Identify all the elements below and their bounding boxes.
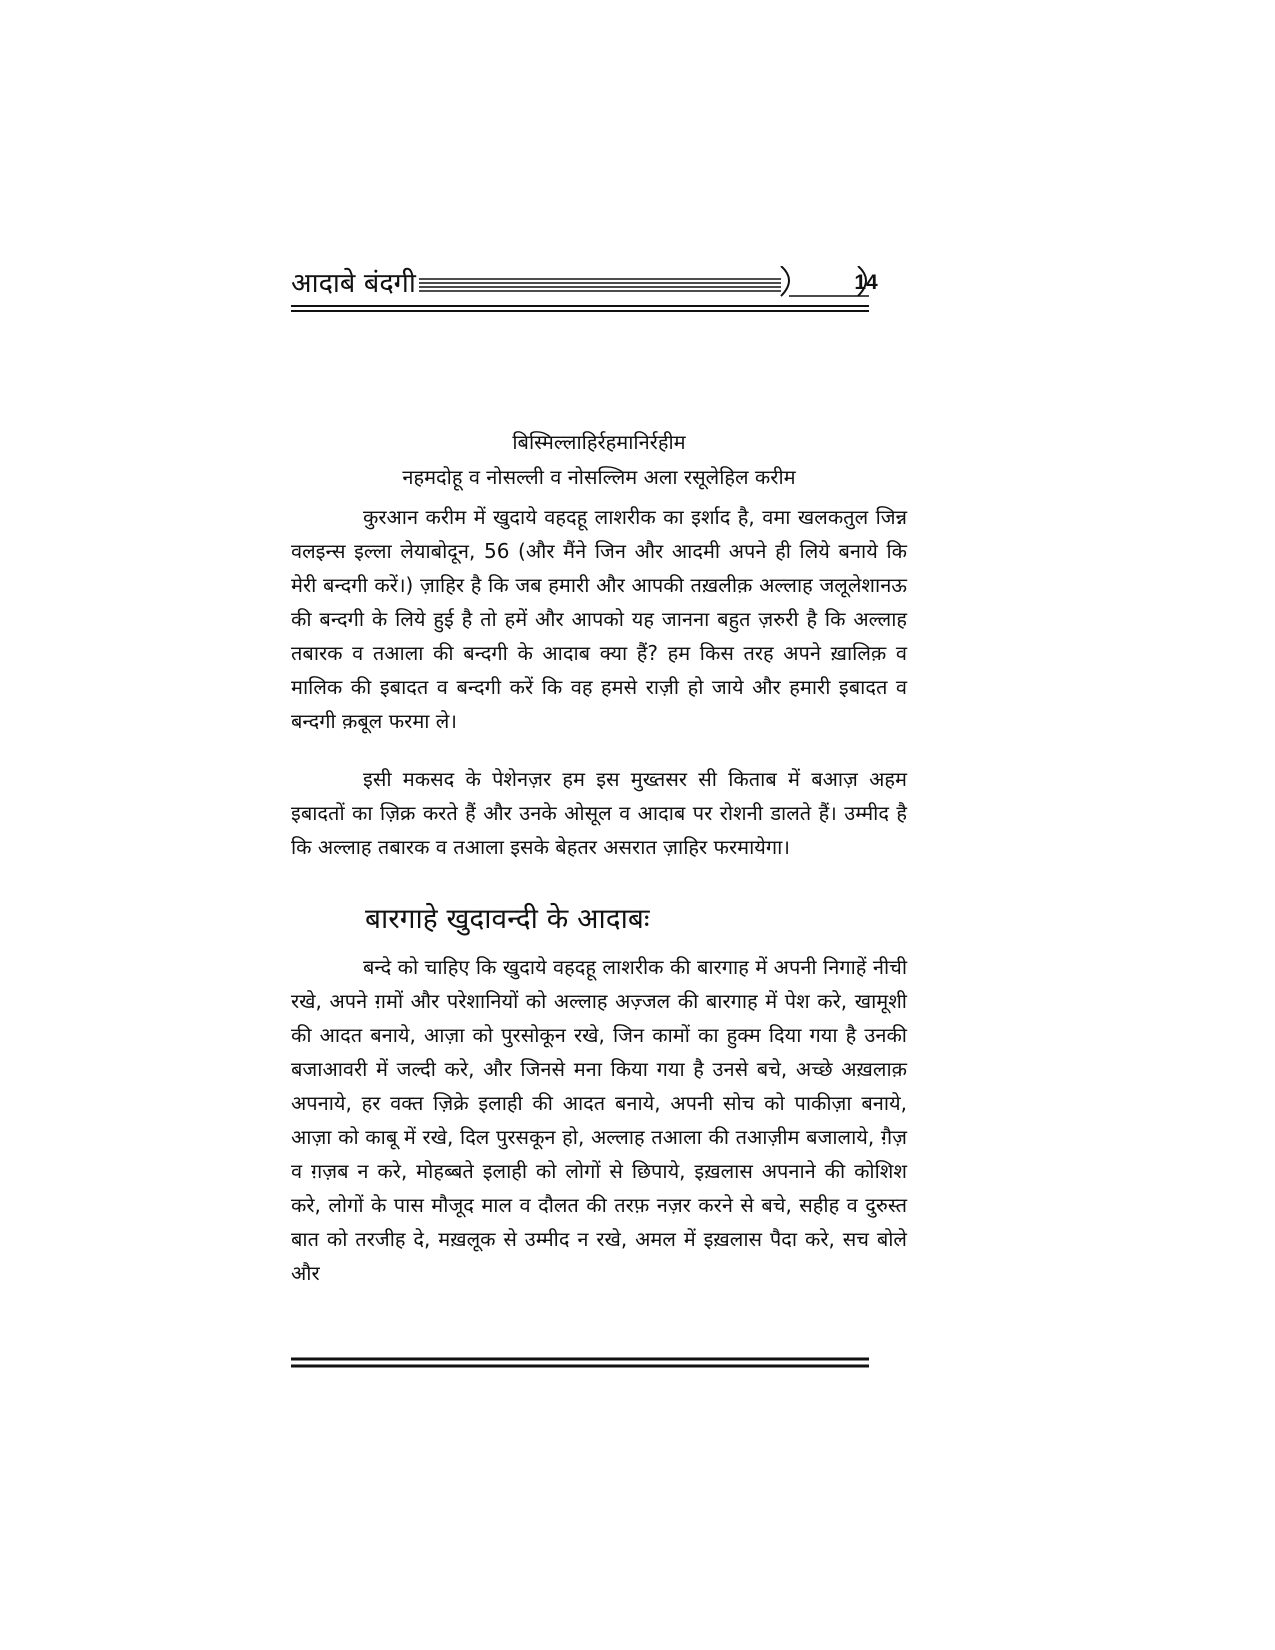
book-title: आदाबे बंदगी: [291, 268, 416, 299]
running-header: [291, 266, 907, 314]
body-paragraph: कुरआन करीम में खुदाये वहदहू लाशरीक का इर्शाद है, वमा खलकतुल जिन्न वलइन्स इल्ला लेयाबोदून, 56 (और मैंने जिन और आदमी अपने ही लिये बनाये कि मेरी बन्दगी करें।) ज़ाहिर है कि जब हमारी और आपकी तख़लीक़ अल्लाह जलूलेशानऊ की बन्दगी के लिये हुई है तो हमें और आपको यह जानना बहुत ज़रुरी है कि अल्लाह तबारक व तआला की बन्दगी के आदाब क्या हैं? हम किस तरह अपने ख़ालिक़ व मालिक की इबादत व बन्दगी करें कि वह हमसे राज़ी हो जाये और हमारी इबादत व बन्दगी क़बूल फरमा ले।: [291, 505, 907, 733]
body-paragraph: इसी मकसद के पेशेनज़र हम इस मुख्तसर सी किताब में बआज़ अहम इबादतों का ज़िक्र करते हैं और उनके ओसूल व आदाब पर रोशनी डालते हैं। उम्मीद है कि अल्लाह तबारक व तआला इसके बेहतर असरात ज़ाहिर फरमायेगा।: [291, 767, 907, 859]
section-heading: बारगाहे खुदावन्दी के आदाबः: [365, 902, 650, 935]
page-number: 14: [854, 271, 878, 294]
footer-rule: [291, 1357, 907, 1371]
body-paragraph: बन्दे को चाहिए कि खुदाये वहदहू लाशरीक की बारगाह में अपनी निगाहें नीची रखे, अपने ग़मों और परेशानियों को अल्लाह अज़्जल की बारगाह में पेश करे, खामूशी की आदत बनाये, आज़ा को पुरसोकून रखे, जिन कामों का हुक्म दिया गया है उनकी बजाआवरी में जल्दी करे, और जिनसे मना किया गया है उनसे बचे, अच्छे अख़लाक़ अपनाये, हर वक्त ज़िक्रे इलाही की आदत बनाये, अपनी सोच को पाकीज़ा बनाये, आज़ा को काबू में रखे, दिल पुरसकून हो, अल्लाह तआला की तआज़ीम बजालाये, ग़ैज़ व ग़ज़ब न करे, मोहब्बते इलाही को लोगों से छिपाये, इख़लास अपनाने की कोशिश करे, लोगों के पास मौजूद माल व दौलत की तरफ़ नज़र करने से बचे, सहीह व दुरुस्त बात को तरजीह दे, मख़लूक से उम्मीद न रखे, अमल में इख़लास पैदा करे, सच बोले और: [291, 955, 907, 1285]
bismillah-line: बिस्मिल्लाहिर्रहमानिर्रहीम: [512, 430, 686, 454]
salutation-line: नहमदोहू व नोसल्ली व नोसल्लिम अला रसूलेहिल करीम: [402, 465, 796, 489]
